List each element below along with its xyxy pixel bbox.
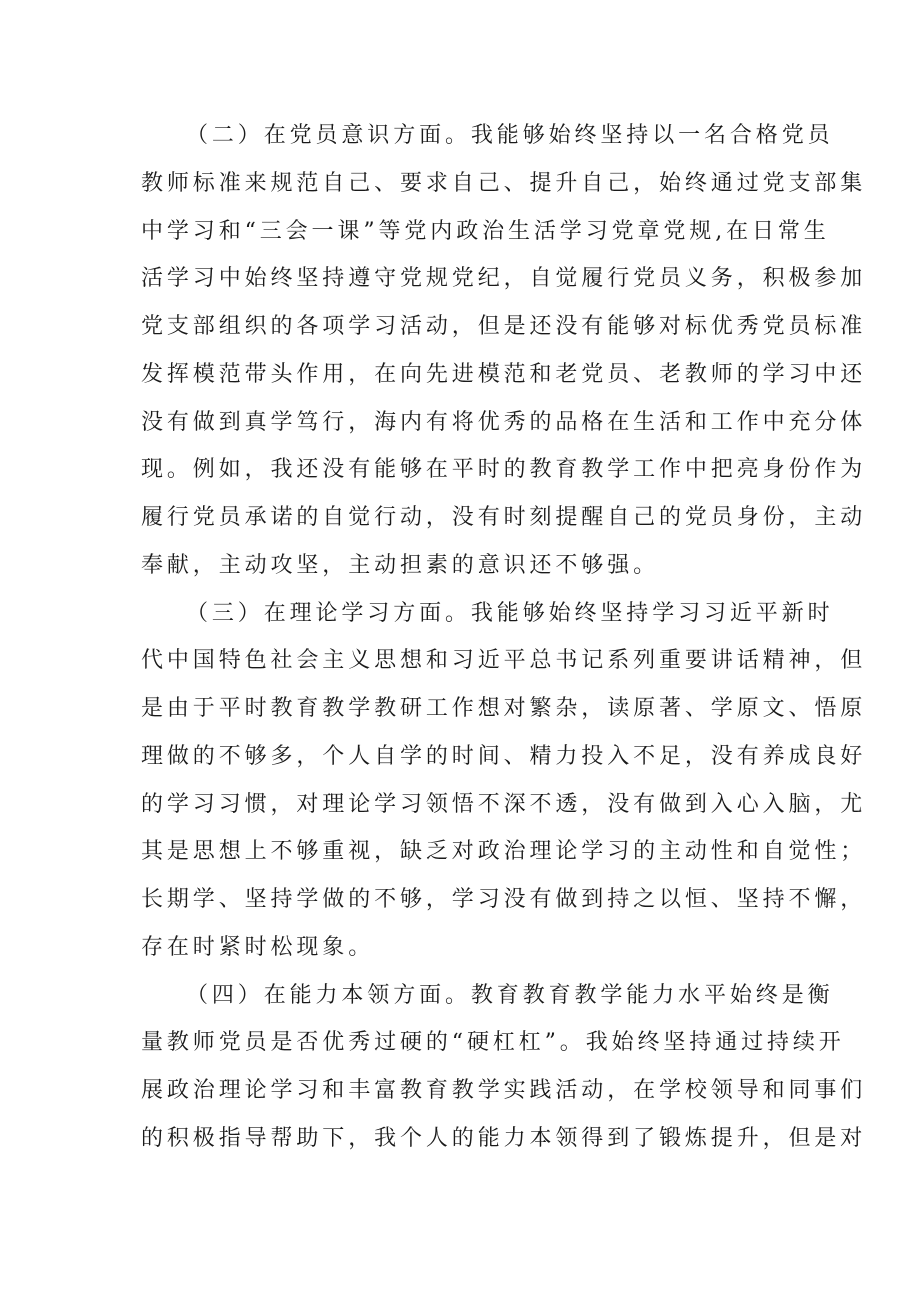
text-line: 理做的不够多，个人自学的时间、精力投入不足，没有养成良好 <box>141 743 867 769</box>
paragraph-3-heading-line: （三）在理论学习方面。我能够始终坚持学习习近平新时 <box>186 600 834 626</box>
text-line: 党支部组织的各项学习活动，但是还没有能够对标优秀党员标准 <box>141 314 867 339</box>
paragraph-4-heading-line: （四）在能力本领方面。教育教育教学能力水平始终是衡 <box>186 982 834 1008</box>
text-line: 是由于平时教育教学教研工作想对繁杂，读原著、学原文、悟原 <box>141 696 867 721</box>
text-line: 奉献，主动攻坚，主动担素的意识还不够强。 <box>141 552 660 578</box>
text-line: 现。例如，我还没有能够在平时的教育教学工作中把亮身份作为 <box>141 457 867 483</box>
text-line: 没有做到真学笃行，海内有将优秀的品格在生活和工作中充分体 <box>141 409 867 435</box>
text-line: 发挥模范带头作用，在向先进模范和老党员、老教师的学习中还 <box>141 361 867 387</box>
text-line: 中学习和“三会一课”等党内政治生活学习党章党规,在日常生 <box>141 218 830 244</box>
text-line: 教师标准来规范自己、要求自己、提升自己，始终通过党支部集 <box>141 170 867 196</box>
text-line: 其是思想上不够重视，缺乏对政治理论学习的主动性和自觉性； <box>141 839 867 865</box>
paragraph-2-heading-line: （二）在党员意识方面。我能够始终坚持以一名合格党员 <box>186 123 834 148</box>
text-line: 量教师党员是否优秀过硬的“硬杠杠”。我始终坚持通过持续开 <box>141 1030 845 1056</box>
text-line: 的学习习惯，对理论学习领悟不深不透，没有做到入心入脑，尤 <box>141 791 867 817</box>
text-line: 展政治理论学习和丰富教育教学实践活动，在学校领导和同事们 <box>141 1078 867 1103</box>
text-line: 存在时紧时松现象。 <box>141 934 375 960</box>
body-text <box>0 112 920 1163</box>
text-line: 活学习中始终坚持遵守党规党纪，自觉履行党员义务，积极参加 <box>141 266 867 292</box>
text-line: 的积极指导帮助下，我个人的能力本领得到了锻炼提升，但是对 <box>141 1125 867 1151</box>
text-line: 代中国特色社会主义思想和习近平总书记系列重要讲话精神，但 <box>141 648 867 674</box>
text-line: 长期学、坚持学做的不够，学习没有做到持之以恒、坚持不懈， <box>141 887 867 912</box>
text-line: 履行党员承诺的自觉行动，没有时刻提醒自己的党员身份，主动 <box>141 505 867 530</box>
